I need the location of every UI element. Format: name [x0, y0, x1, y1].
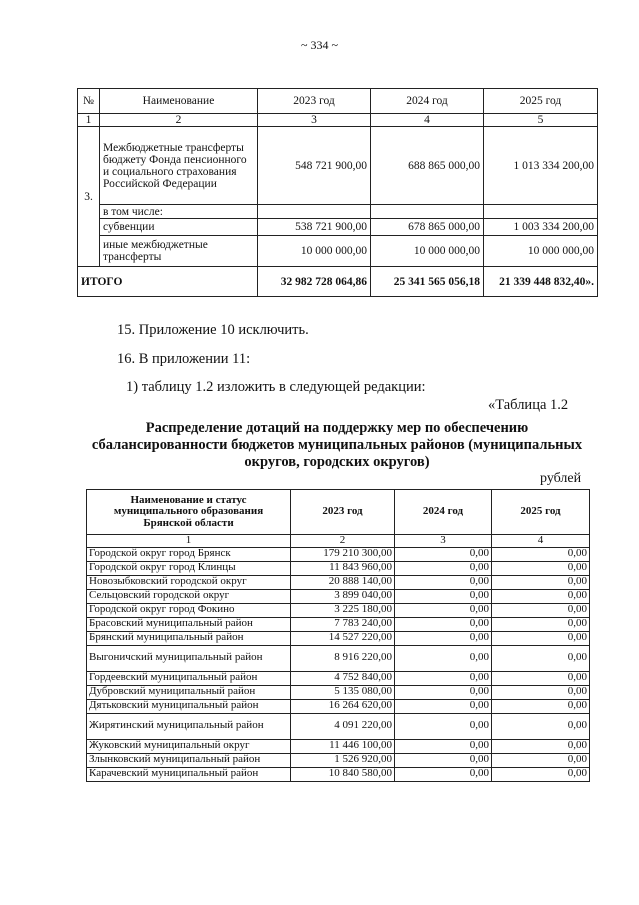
table-row	[87, 753, 590, 767]
row-name: Новозыбковский городской округ	[87, 575, 291, 589]
row-value-2025: 1 003 334 200,00	[484, 219, 598, 236]
row-value-2025: 0,00	[492, 671, 590, 685]
row-name: субвенции	[100, 219, 258, 236]
row-value-2024: 0,00	[395, 645, 492, 671]
row-value-2024: 0,00	[395, 699, 492, 713]
page-number: ~ 334 ~	[301, 38, 338, 52]
table-row	[87, 589, 590, 603]
row-value-2024: 0,00	[395, 753, 492, 767]
index-cell: 3	[258, 114, 371, 127]
table2-body	[87, 547, 590, 781]
table2-index-row	[87, 535, 590, 548]
row-value-2024: 10 000 000,00	[371, 236, 484, 267]
paragraph-15: 15. Приложение 10 исключить.	[117, 322, 309, 338]
table-row	[87, 575, 590, 589]
table-row	[87, 767, 590, 781]
row-name: Дятьковский муниципальный район	[87, 699, 291, 713]
row-value-2023: 14 527 220,00	[291, 631, 395, 645]
row-value-2024: 0,00	[395, 767, 492, 781]
row-name: Жуковский муниципальный округ	[87, 739, 291, 753]
total-2024: 25 341 565 056,18	[371, 267, 484, 297]
row-value-2025: 0,00	[492, 617, 590, 631]
row-value-2024: 0,00	[395, 547, 492, 561]
row-value-2025: 0,00	[492, 645, 590, 671]
row-name: Городской округ город Фокино	[87, 603, 291, 617]
row-name: Брасовский муниципальный район	[87, 617, 291, 631]
row-value-2025	[484, 205, 598, 219]
row-name: Гордеевский муниципальный район	[87, 671, 291, 685]
table-row	[78, 205, 598, 219]
table-row	[87, 685, 590, 699]
row-value-2025: 0,00	[492, 767, 590, 781]
table-row	[87, 617, 590, 631]
row-value-2024: 688 865 000,00	[371, 127, 484, 205]
row-value-2023: 7 783 240,00	[291, 617, 395, 631]
index-cell: 1	[87, 535, 291, 548]
index-cell: 2	[291, 535, 395, 548]
header-2024: 2024 год	[395, 490, 492, 535]
row-value-2023: 4 091 220,00	[291, 713, 395, 739]
table-reference: «Таблица 1.2	[488, 397, 569, 413]
row-value-2025: 0,00	[492, 589, 590, 603]
table-row	[87, 739, 590, 753]
row-value-2024: 0,00	[395, 631, 492, 645]
row-value-2024: 0,00	[395, 671, 492, 685]
total-2025: 21 339 448 832,40».	[484, 267, 598, 297]
table-row	[87, 603, 590, 617]
row-name: Карачевский муниципальный район	[87, 767, 291, 781]
header-2025: 2025 год	[484, 89, 598, 114]
total-2023: 32 982 728 064,86	[258, 267, 371, 297]
table1-header-row	[78, 89, 598, 114]
row-value-2023: 1 526 920,00	[291, 753, 395, 767]
header-name: Наименование	[100, 89, 258, 114]
row-value-2025: 0,00	[492, 547, 590, 561]
table-row	[87, 699, 590, 713]
row-value-2024: 678 865 000,00	[371, 219, 484, 236]
row-value-2024: 0,00	[395, 561, 492, 575]
row-value-2025: 0,00	[492, 685, 590, 699]
row-value-2023: 3 225 180,00	[291, 603, 395, 617]
row-value-2024: 0,00	[395, 603, 492, 617]
row-value-2025: 0,00	[492, 713, 590, 739]
row-value-2023: 8 916 220,00	[291, 645, 395, 671]
row-value-2023: 20 888 140,00	[291, 575, 395, 589]
table-row	[87, 561, 590, 575]
units-label: рублей	[540, 471, 582, 486]
row-value-2024	[371, 205, 484, 219]
subsidies-table	[86, 489, 590, 782]
row-value-2023: 10 840 580,00	[291, 767, 395, 781]
row-name: Выгоничский муниципальный район	[87, 645, 291, 671]
row-name: Брянский муниципальный район	[87, 631, 291, 645]
row-value-2023	[258, 205, 371, 219]
row-value-2025: 0,00	[492, 699, 590, 713]
header-2025: 2025 год	[492, 490, 590, 535]
table-row	[78, 127, 598, 205]
row-value-2023: 4 752 840,00	[291, 671, 395, 685]
index-cell: 4	[371, 114, 484, 127]
row-value-2024: 0,00	[395, 575, 492, 589]
table-title: Распределение дотаций на поддержку мер по обеспечению сбалансированности бюджетов муниципальных районов (муниципальных округов, городских округов)	[91, 420, 583, 470]
index-cell: 4	[492, 535, 590, 548]
index-cell: 3	[395, 535, 492, 548]
row-value-2025: 0,00	[492, 575, 590, 589]
row-value-2023: 5 135 080,00	[291, 685, 395, 699]
table-row	[78, 219, 598, 236]
row-name: иные межбюджетные трансферты	[100, 236, 258, 267]
header-2023: 2023 год	[291, 490, 395, 535]
budget-transfers-table	[77, 88, 598, 297]
row-name: Злынковский муниципальный район	[87, 753, 291, 767]
row-value-2023: 3 899 040,00	[291, 589, 395, 603]
table-row	[87, 713, 590, 739]
row-value-2025: 0,00	[492, 739, 590, 753]
row-value-2025: 1 013 334 200,00	[484, 127, 598, 205]
row-value-2023: 16 264 620,00	[291, 699, 395, 713]
row-name: Городской округ город Брянск	[87, 547, 291, 561]
row-name: в том числе:	[100, 205, 258, 219]
header-2023: 2023 год	[258, 89, 371, 114]
table-row	[87, 547, 590, 561]
table2-header-row	[87, 490, 590, 535]
paragraph-16: 16. В приложении 11:	[117, 351, 251, 367]
row-value-2025: 10 000 000,00	[484, 236, 598, 267]
header-2024: 2024 год	[371, 89, 484, 114]
row-value-2023: 538 721 900,00	[258, 219, 371, 236]
table-row	[87, 645, 590, 671]
row-value-2023: 10 000 000,00	[258, 236, 371, 267]
row-value-2024: 0,00	[395, 685, 492, 699]
row-value-2025: 0,00	[492, 603, 590, 617]
row-value-2025: 0,00	[492, 753, 590, 767]
row-value-2024: 0,00	[395, 617, 492, 631]
row-name: Сельцовский городской округ	[87, 589, 291, 603]
total-label: ИТОГО	[78, 267, 258, 297]
header-number: №	[78, 89, 100, 114]
index-cell: 2	[100, 114, 258, 127]
index-cell: 5	[484, 114, 598, 127]
row-name: Дубровский муниципальный район	[87, 685, 291, 699]
row-value-2024: 0,00	[395, 589, 492, 603]
header-municipality: Наименование и статус муниципального образования Брянской области	[87, 490, 291, 535]
row-value-2025: 0,00	[492, 561, 590, 575]
row-value-2025: 0,00	[492, 631, 590, 645]
row-value-2023: 548 721 900,00	[258, 127, 371, 205]
total-row	[78, 267, 598, 297]
row-name: Жирятинский муниципальный район	[87, 713, 291, 739]
row-number: 3.	[78, 127, 100, 267]
row-value-2023: 11 843 960,00	[291, 561, 395, 575]
row-name: Городской округ город Клинцы	[87, 561, 291, 575]
table-row	[87, 671, 590, 685]
paragraph-1: 1) таблицу 1.2 изложить в следующей редакции:	[126, 379, 426, 395]
row-value-2024: 0,00	[395, 739, 492, 753]
row-value-2023: 11 446 100,00	[291, 739, 395, 753]
row-value-2023: 179 210 300,00	[291, 547, 395, 561]
index-cell: 1	[78, 114, 100, 127]
table-row	[78, 236, 598, 267]
row-value-2024: 0,00	[395, 713, 492, 739]
table1-index-row	[78, 114, 598, 127]
row-name: Межбюджетные трансферты бюджету Фонда пенсионного и социального страхования Российской Федерации	[100, 127, 258, 205]
table-row	[87, 631, 590, 645]
